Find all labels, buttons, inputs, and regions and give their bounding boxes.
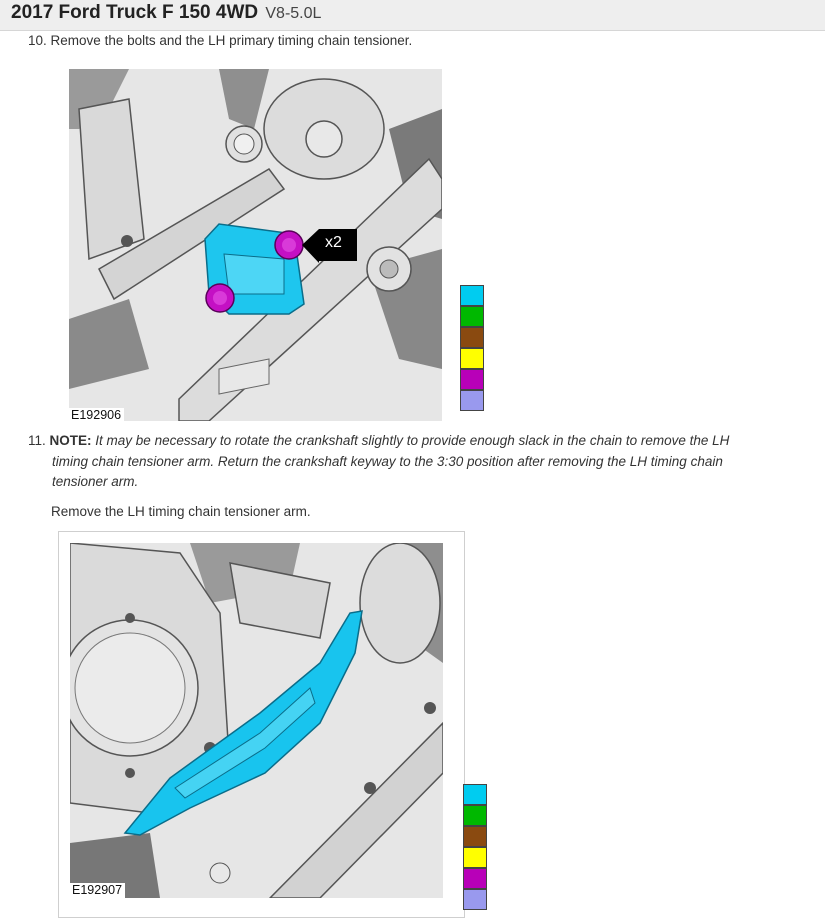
note-text-line: tensioner arm. [52,474,139,489]
color-swatch-brown [460,327,484,348]
note-text-line: It may be necessary to rotate the crankshaft slightly to provide enough slack in the chain to remove the LH [95,433,730,448]
step-11 [28,431,798,451]
figure-label: E192906 [69,408,124,421]
color-swatch-magenta [460,369,484,390]
color-swatch-brown [463,826,487,847]
color-legend [460,285,484,411]
step-number: 10. [28,33,47,48]
color-legend [463,784,487,910]
color-swatch-magenta [463,868,487,889]
bolt-count-callout: x2 [325,234,342,251]
color-swatch-yellow [460,348,484,369]
color-swatch-cyan [460,285,484,306]
color-swatch-lavender [463,889,487,910]
step-instruction: Remove the LH timing chain tensioner arm. [51,504,311,519]
figure-e192906 [69,69,442,421]
page-header [0,0,825,31]
engine-illustration-1 [69,69,442,421]
color-swatch-green [463,805,487,826]
note-label: NOTE: [49,433,92,448]
step-10 [28,31,412,51]
note-text-line: timing chain tensioner arm. Return the crankshaft keyway to the 3:30 position after removing the LH timing chain [52,454,723,469]
engine-illustration-2 [70,543,443,898]
step-number: 11. [28,433,46,448]
figure-e192907 [70,543,443,898]
color-swatch-lavender [460,390,484,411]
color-swatch-yellow [463,847,487,868]
color-swatch-cyan [463,784,487,805]
engine-subtitle: V8-5.0L [265,5,322,22]
vehicle-title: 2017 Ford Truck F 150 4WD [11,2,259,23]
color-swatch-green [460,306,484,327]
figure-label: E192907 [70,883,125,898]
page-title [11,2,321,24]
step-instruction: Remove the bolts and the LH primary timing chain tensioner. [50,33,413,48]
